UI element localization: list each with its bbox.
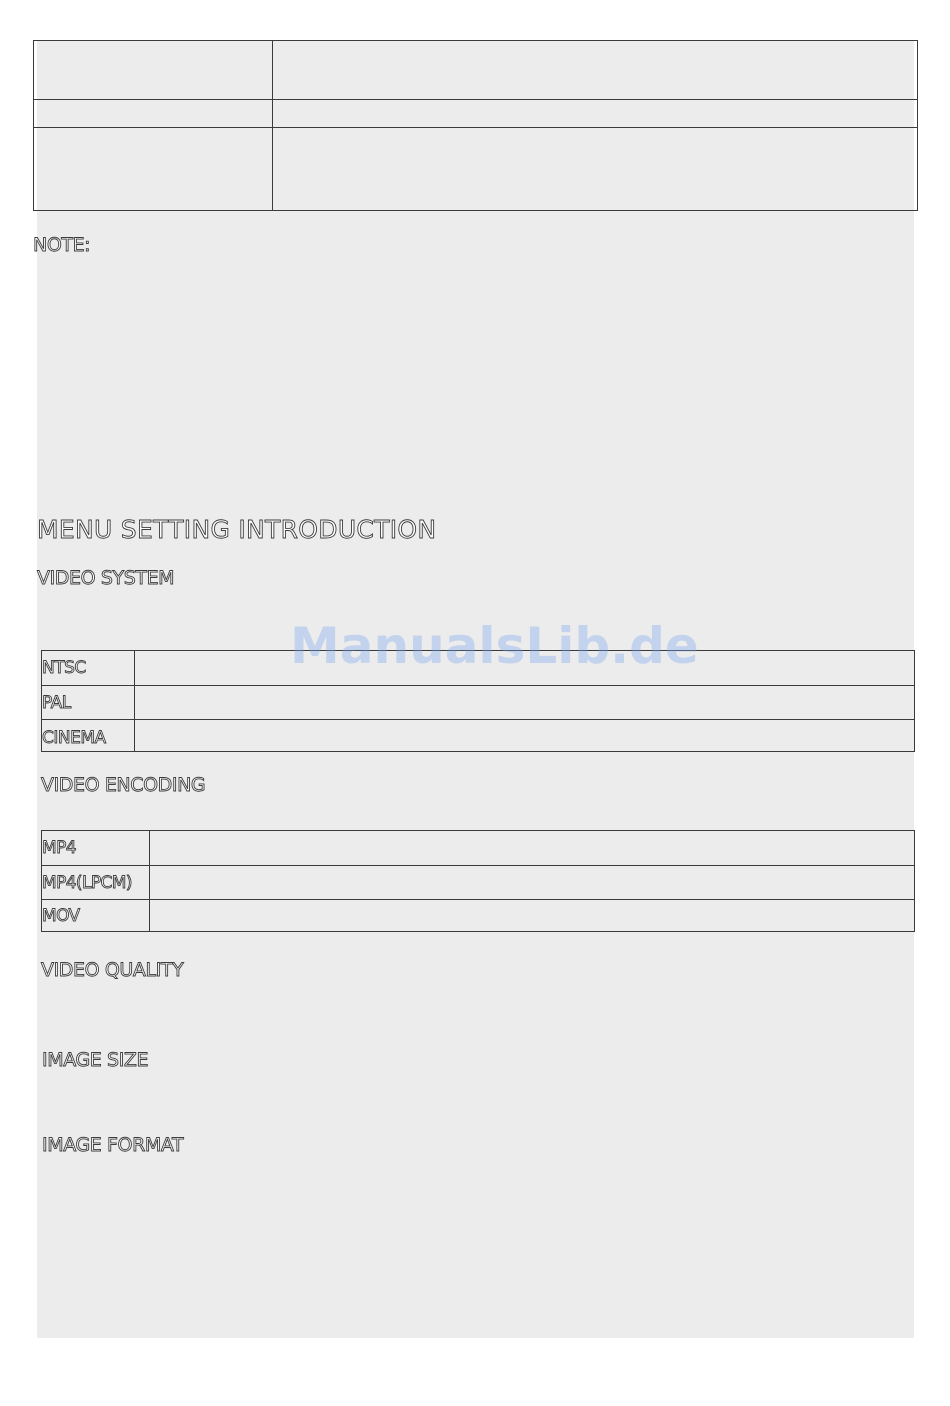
- image-format-heading: IMAGE FORMAT: [42, 1134, 184, 1156]
- image-size-heading: IMAGE SIZE: [42, 1049, 149, 1071]
- video-encoding-heading: VIDEO ENCODING: [41, 774, 206, 796]
- table-cell: [150, 831, 915, 866]
- video-encoding-table: [41, 830, 915, 932]
- table-cell: [135, 686, 915, 720]
- table-cell: [273, 128, 918, 211]
- table-row: [34, 41, 918, 100]
- video-encoding-option: MOV: [42, 900, 150, 932]
- table-cell: [150, 900, 915, 932]
- note-label: NOTE:: [33, 234, 91, 256]
- video-system-heading: VIDEO SYSTEM: [37, 567, 175, 589]
- table-row: [34, 100, 918, 128]
- table-cell: [135, 720, 915, 752]
- video-system-option: CINEMA: [42, 720, 135, 752]
- table-cell: [34, 128, 273, 211]
- table-row: [42, 720, 915, 752]
- top-table: [33, 40, 918, 211]
- table-cell: [273, 100, 918, 128]
- page-title: MENU SETTING INTRODUCTION: [37, 515, 437, 544]
- video-encoding-option: MP4: [42, 831, 150, 866]
- video-quality-heading: VIDEO QUALITY: [41, 959, 184, 981]
- video-encoding-option: MP4(LPCM): [42, 866, 150, 900]
- table-row: [42, 900, 915, 932]
- video-system-option: NTSC: [42, 651, 135, 686]
- table-row: [34, 128, 918, 211]
- table-cell: [273, 41, 918, 100]
- table-cell: [34, 41, 273, 100]
- table-row: [42, 686, 915, 720]
- watermark-text: ManualsLib.de: [290, 617, 699, 675]
- table-row: [42, 831, 915, 866]
- table-cell: [150, 866, 915, 900]
- video-system-option: PAL: [42, 686, 135, 720]
- table-cell: [34, 100, 273, 128]
- table-row: [42, 866, 915, 900]
